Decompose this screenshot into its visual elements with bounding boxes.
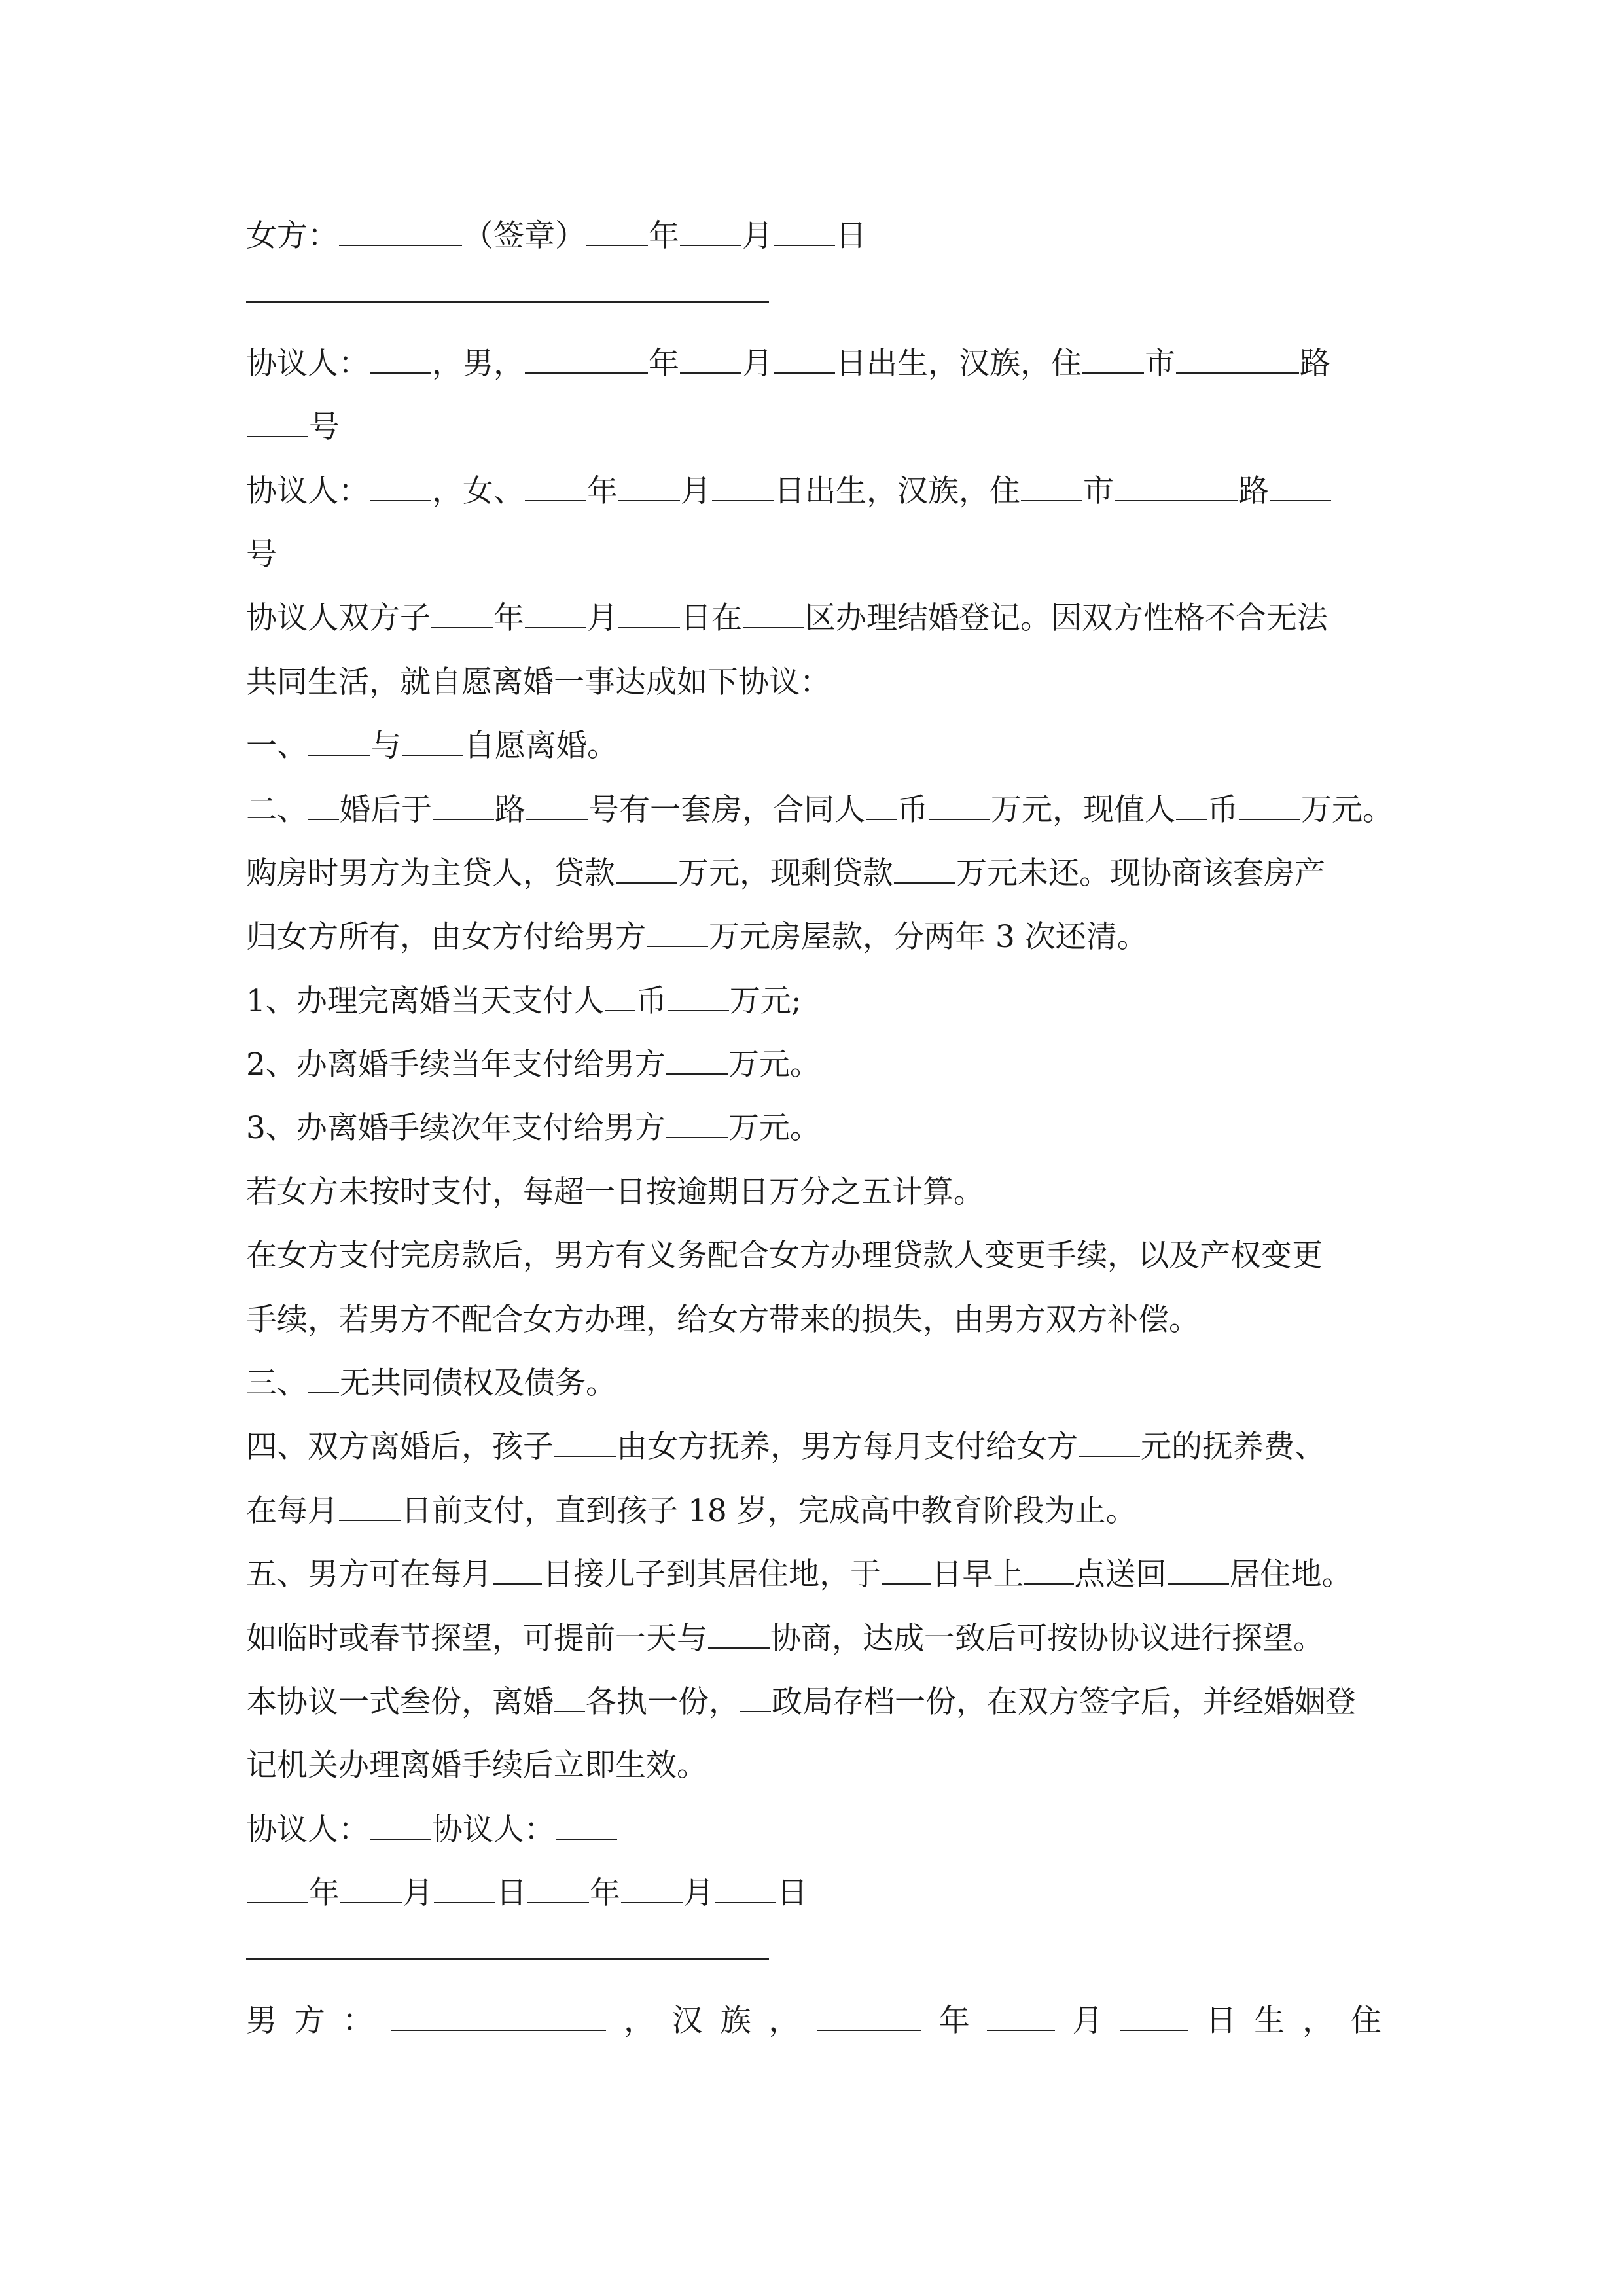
text-run: 三、 <box>246 1365 308 1402</box>
fill-in-blank <box>339 215 462 246</box>
fill-in-blank <box>1239 789 1300 820</box>
text-run: 2、办离婚手续当年支付给男方 <box>246 1047 666 1083</box>
text-run: 政局存档一份，在双方签字后，并经婚姻登 <box>772 1683 1356 1720</box>
fill-in-blank <box>391 2000 606 2031</box>
fill-in-blank <box>1168 1554 1229 1585</box>
line-intro-1 <box>246 586 1382 650</box>
fill-in-blank <box>370 343 431 374</box>
text-run: 万元，现值人 <box>991 791 1175 828</box>
text-run: 女方： <box>246 218 338 254</box>
fill-in-blank <box>554 1681 585 1712</box>
text-run: 年 <box>649 218 679 254</box>
text-run: ， <box>768 2002 800 2039</box>
text-run: （签章） <box>463 218 586 254</box>
text-run: 万元; <box>729 982 802 1019</box>
line-clause-4b <box>246 1479 1382 1543</box>
text-run: 手续，若男方不配合女方办理，给女方带来的损失，由男方双方补偿。 <box>246 1301 1200 1338</box>
fill-in-blank <box>715 1873 776 1904</box>
text-run: 月 <box>681 473 711 509</box>
fill-in-blank <box>1082 343 1144 374</box>
line-pay-2 <box>246 1033 1382 1096</box>
text-run: 年 <box>493 600 524 637</box>
text-run: 市 <box>1083 473 1114 509</box>
text-run: ， <box>1302 2002 1334 2039</box>
text-run: 3、办离婚手续次年支付给男方 <box>246 1110 666 1147</box>
line-copies-2 <box>246 1734 1382 1797</box>
fill-in-blank <box>308 725 370 756</box>
text-run: 在女方支付完房款后，男方有义务配合女方办理贷款人变更手续，以及产权变更 <box>246 1238 1323 1274</box>
text-run: 币 <box>897 791 928 828</box>
text-run: 方 <box>294 2002 325 2039</box>
line-clause-1 <box>246 714 1382 778</box>
fill-in-blank <box>339 1490 401 1521</box>
text-run: 年 <box>649 345 679 382</box>
text-run: 归女方所有，由女方付给男方 <box>246 919 646 956</box>
text-run: 年 <box>590 1875 620 1912</box>
fill-in-blank <box>525 598 586 629</box>
fill-in-blank <box>1024 1554 1073 1585</box>
line-clause-4a <box>246 1415 1382 1479</box>
text-run: 点送回 <box>1074 1556 1167 1593</box>
line-clause-5b <box>246 1607 1382 1670</box>
line-late-penalty <box>246 1160 1382 1224</box>
fill-in-blank <box>525 343 648 374</box>
fill-in-blank <box>1115 471 1238 501</box>
fill-in-blank <box>402 725 463 756</box>
fill-in-blank <box>647 917 708 948</box>
fill-in-blank <box>525 471 586 501</box>
separator-rule <box>246 301 769 303</box>
text-run: 共同生活，就自愿离婚一事达成如下协议： <box>246 664 830 700</box>
text-run: 日 <box>496 1875 527 1912</box>
fill-in-blank <box>370 471 431 501</box>
text-run: 协议人： <box>246 345 369 382</box>
line-clause-2c <box>246 905 1382 969</box>
line-signature-dates <box>246 1861 1382 1925</box>
text-run: 协议人： <box>246 1811 369 1848</box>
fill-in-blank <box>680 215 741 246</box>
text-run: 男 <box>246 2002 277 2039</box>
text-run: 月 <box>587 600 618 637</box>
fill-in-blank <box>340 1873 402 1904</box>
text-run: 日 <box>836 218 866 254</box>
fill-in-blank <box>894 853 955 884</box>
fill-in-blank <box>666 1044 728 1075</box>
fill-in-blank <box>308 789 339 820</box>
text-run: 万元。 <box>1301 791 1393 828</box>
fill-in-blank <box>618 598 680 629</box>
fill-in-blank <box>433 789 494 820</box>
text-run: 日前支付，直到孩子 18 岁，完成高中教育阶段为止。 <box>401 1492 1137 1529</box>
fill-in-blank <box>247 407 308 438</box>
text-run: 币 <box>635 982 667 1019</box>
text-run: 路 <box>1300 345 1330 382</box>
text-run: 1、办理完离婚当天支付人 <box>246 982 604 1019</box>
line-transfer-2 <box>246 1288 1382 1352</box>
fill-in-blank <box>308 1363 339 1393</box>
fill-in-blank <box>774 215 835 246</box>
line-next-male <box>246 1989 1382 2053</box>
text-run: 号 <box>246 536 277 573</box>
text-run: 年 <box>309 1875 340 1912</box>
text-run: ，男， <box>432 345 524 382</box>
text-run: 五、男方可在每月 <box>246 1556 492 1593</box>
text-run: 日 <box>777 1875 808 1912</box>
text-run: 月 <box>742 345 773 382</box>
text-run: 族 <box>720 2002 751 2039</box>
text-run: 万元未还。现协商该套房产 <box>956 855 1325 891</box>
fill-in-blank <box>882 1554 931 1585</box>
text-run: 生 <box>1254 2002 1285 2039</box>
text-run: 购房时男方为主贷人，贷款 <box>246 855 615 891</box>
fill-in-blank <box>774 343 835 374</box>
line-party-male <box>246 332 1382 395</box>
fill-in-blank <box>370 1809 431 1840</box>
fill-in-blank <box>586 215 648 246</box>
text-run: 日 <box>1205 2002 1237 2039</box>
text-run: 号 <box>309 409 340 446</box>
separator-rule <box>246 1958 769 1960</box>
text-run: 居住地。 <box>1229 1556 1353 1593</box>
text-run: 在每月 <box>246 1492 338 1529</box>
line-party-female <box>246 459 1382 523</box>
fill-in-blank <box>680 343 741 374</box>
line-female-sign-date <box>246 204 1382 268</box>
text-run: 日接儿子到其居住地，于 <box>543 1556 882 1593</box>
fill-in-blank <box>247 1873 308 1904</box>
text-run: 婚后于 <box>340 791 432 828</box>
fill-in-blank <box>605 980 635 1011</box>
text-run: 住 <box>1350 2002 1382 2039</box>
text-run: 与 <box>370 728 401 764</box>
fill-in-blank <box>1176 789 1207 820</box>
text-run: 号有一套房，合同人 <box>588 791 865 828</box>
fill-in-blank <box>1120 2000 1188 2031</box>
text-run: 月 <box>1072 2002 1103 2039</box>
text-run: 年 <box>587 473 618 509</box>
fill-in-blank <box>668 980 729 1011</box>
line-transfer-1 <box>246 1224 1382 1287</box>
text-run: 二、 <box>246 791 308 828</box>
line-pay-1 <box>246 969 1382 1033</box>
text-run: 由女方抚养，男方每月支付给女方 <box>616 1429 1078 1465</box>
agreement-text <box>246 204 1393 2053</box>
fill-in-blank <box>817 2000 921 2031</box>
text-run: 日早上 <box>931 1556 1024 1593</box>
fill-in-blank <box>1079 1427 1140 1458</box>
fill-in-blank <box>621 1873 683 1904</box>
line-clause-3 <box>246 1352 1382 1415</box>
text-run: 一、 <box>246 728 308 764</box>
text-run: 万元。 <box>728 1047 821 1083</box>
line-separator <box>246 268 1382 331</box>
fill-in-blank <box>987 2000 1054 2031</box>
fill-in-blank <box>1270 471 1331 501</box>
fill-in-blank <box>431 598 493 629</box>
text-run: 记机关办理离婚手续后立即生效。 <box>246 1748 707 1784</box>
line-separator-2 <box>246 1926 1382 1989</box>
text-run: 万元。 <box>728 1110 821 1147</box>
text-run: 协商，达成一致后可按协协议进行探望。 <box>770 1620 1324 1657</box>
text-run: 月 <box>402 1875 433 1912</box>
text-run: 路 <box>1238 473 1269 509</box>
text-run: 四、双方离婚后，孩子 <box>246 1429 554 1465</box>
text-run: 万元，现剩贷款 <box>678 855 893 891</box>
line-party-female-cont <box>246 523 1382 586</box>
fill-in-blank <box>740 1681 771 1712</box>
text-run: 年 <box>938 2002 970 2039</box>
text-run: 日在 <box>681 600 742 637</box>
line-clause-2a <box>246 778 1393 842</box>
text-run: 本协议一式叁份，离婚 <box>246 1683 554 1720</box>
text-run: 日出生，汉族，住 <box>836 345 1082 382</box>
text-run: 无共同债权及债务。 <box>340 1365 616 1402</box>
line-intro-2 <box>246 651 1382 714</box>
fill-in-blank <box>1021 471 1082 501</box>
fill-in-blank <box>666 1108 728 1139</box>
text-run: 日出生，汉族，住 <box>774 473 1020 509</box>
text-run: 协议人： <box>432 1811 555 1848</box>
line-clause-5a <box>246 1543 1382 1606</box>
fill-in-blank <box>556 1809 617 1840</box>
line-clause-2b <box>246 842 1382 905</box>
fill-in-blank <box>1176 343 1299 374</box>
text-run: 币 <box>1207 791 1238 828</box>
fill-in-blank <box>493 1554 542 1585</box>
text-run: 市 <box>1145 345 1175 382</box>
text-run: 自愿离婚。 <box>464 728 618 764</box>
fill-in-blank <box>708 1618 770 1649</box>
fill-in-blank <box>712 471 774 501</box>
line-copies-1 <box>246 1670 1382 1734</box>
text-run: 万元房屋款，分两年 3 次还清。 <box>709 919 1148 956</box>
text-run: 各执一份， <box>586 1683 740 1720</box>
text-run: 区办理结婚登记。因双方性格不合无法 <box>805 600 1328 637</box>
text-run: ，女、 <box>432 473 524 509</box>
fill-in-blank <box>434 1873 495 1904</box>
line-signatures <box>246 1798 1382 1861</box>
fill-in-blank <box>618 471 680 501</box>
fill-in-blank <box>866 789 897 820</box>
text-run: 路 <box>495 791 526 828</box>
text-run: 协议人： <box>246 473 369 509</box>
fill-in-blank <box>554 1427 616 1458</box>
text-run: 月 <box>683 1875 714 1912</box>
line-party-male-cont <box>246 395 1382 459</box>
line-pay-3 <box>246 1096 1382 1160</box>
text-run: 月 <box>742 218 773 254</box>
fill-in-blank <box>743 598 804 629</box>
fill-in-blank <box>527 1873 589 1904</box>
fill-in-blank <box>526 789 588 820</box>
fill-in-blank <box>616 853 677 884</box>
text-run: 如临时或春节探望，可提前一天与 <box>246 1620 707 1657</box>
text-run: 元的抚养费、 <box>1141 1429 1325 1465</box>
text-run: ， <box>624 2002 655 2039</box>
text-run: 协议人双方子 <box>246 600 431 637</box>
text-run: 若女方未按时支付，每超一日按逾期日万分之五计算。 <box>246 1174 984 1210</box>
fill-in-blank <box>929 789 990 820</box>
text-run: ： <box>342 2002 374 2039</box>
text-run: 汉 <box>671 2002 703 2039</box>
